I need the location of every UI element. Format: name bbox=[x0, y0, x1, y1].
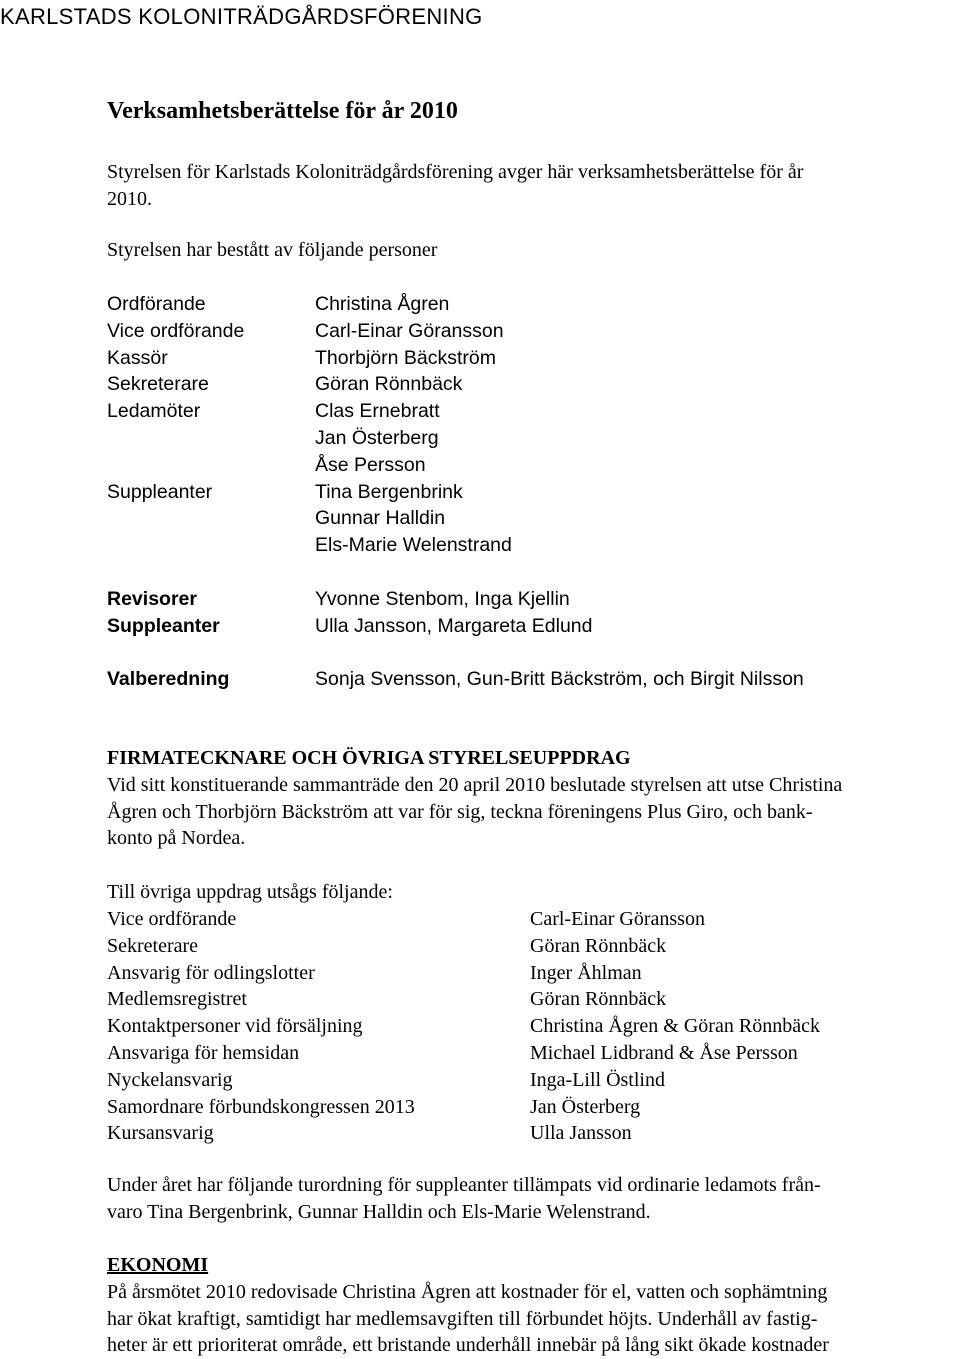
board-names-column bbox=[315, 291, 955, 693]
document-title: Verksamhetsberättelse för år 2010 bbox=[107, 98, 458, 124]
assignment-person: Jan Österberg bbox=[530, 1095, 641, 1118]
signatories-line: Ågren och Thorbjörn Bäckström att var för sig, teckna föreningens Plus Giro, och bank- bbox=[107, 800, 813, 823]
board-member-name: Åse Persson bbox=[315, 453, 426, 476]
intro-line: Styrelsen för Karlstads Koloniträdgårdsförening avger här verksamhetsberättelse för år bbox=[107, 161, 804, 183]
assignment-person: Inger Åhlman bbox=[530, 961, 642, 984]
assignment-task: Samordnare förbundskongressen 2013 bbox=[107, 1095, 415, 1118]
role-members: Ledamöter bbox=[107, 400, 201, 423]
board-member-name: Gunnar Halldin bbox=[315, 507, 446, 530]
rotation-line: varo Tina Bergenbrink, Gunnar Halldin och Els-Marie Welenstrand. bbox=[107, 1200, 651, 1223]
board-member-name: Christina Ågren bbox=[315, 293, 450, 315]
role-deputies: Suppleanter bbox=[107, 480, 213, 503]
assignment-task: Ansvarig för odlingslotter bbox=[107, 961, 315, 984]
intro-line: 2010. bbox=[107, 187, 152, 210]
assignment-person: Christina Ågren & Göran Rönnbäck bbox=[530, 1015, 820, 1038]
assignment-task: Sekreterare bbox=[107, 934, 199, 957]
board-heading: Styrelsen har bestått av följande personer bbox=[107, 239, 438, 261]
role-treasurer: Kassör bbox=[107, 346, 168, 369]
auditor-names: Yvonne Stenbom, Inga Kjellin bbox=[315, 587, 570, 610]
assignment-person: Inga-Lill Östlind bbox=[530, 1068, 665, 1091]
signatories-line: Vid sitt konstituerande sammanträde den 20 april 2010 beslutade styrelsen att utse Christina bbox=[107, 773, 843, 796]
assignment-people-column bbox=[530, 906, 950, 1147]
economy-section bbox=[107, 1252, 947, 1359]
signatories-section bbox=[107, 745, 957, 852]
board-member-name: Thorbjörn Bäckström bbox=[315, 346, 496, 369]
assignment-task: Kontaktpersoner vid försäljning bbox=[107, 1015, 363, 1038]
assignment-person: Ulla Jansson bbox=[530, 1122, 632, 1145]
role-nomination-committee: Valberedning bbox=[107, 668, 230, 691]
board-member-name: Els-Marie Welenstrand bbox=[315, 534, 512, 557]
role-vice-chair: Vice ordförande bbox=[107, 319, 245, 342]
economy-heading: EKONOMI bbox=[107, 1254, 209, 1276]
role-secretary: Sekreterare bbox=[107, 373, 209, 396]
role-auditors: Revisorer bbox=[107, 587, 197, 610]
auditor-deputy-names: Ulla Jansson, Margareta Edlund bbox=[315, 614, 593, 637]
signatories-line: konto på Nordea. bbox=[107, 827, 246, 850]
signatories-heading: FIRMATECKNARE OCH ÖVRIGA STYRELSEUPPDRAG bbox=[107, 747, 631, 769]
assignment-task: Medlemsregistret bbox=[107, 988, 247, 1011]
rotation-line: Under året har följande turordning för suppleanter tillämpats vid ordinarie ledamots från- bbox=[107, 1174, 821, 1196]
economy-line: På årsmötet 2010 redovisade Christina Ågren att kostnader för el, vatten och sophämtning bbox=[107, 1280, 828, 1303]
intro-paragraph bbox=[107, 159, 937, 212]
board-member-name: Clas Ernebratt bbox=[315, 400, 440, 423]
assignment-task: Ansvariga för hemsidan bbox=[107, 1041, 300, 1064]
deputy-rotation-paragraph bbox=[107, 1172, 937, 1226]
role-chair: Ordförande bbox=[107, 293, 206, 315]
nomination-committee-names: Sonja Svensson, Gun-Britt Bäckström, och Birgit Nilsson bbox=[315, 668, 804, 691]
role-auditor-deputies: Suppleanter bbox=[107, 614, 220, 637]
board-member-name: Göran Rönnbäck bbox=[315, 373, 463, 396]
assignment-task: Kursansvarig bbox=[107, 1122, 214, 1145]
assignment-person: Göran Rönnbäck bbox=[530, 934, 667, 957]
board-member-name: Jan Österberg bbox=[315, 426, 439, 449]
economy-line: heter är ett prioriterat område, ett bristande underhåll innebär på lång sikt ökade kostnader bbox=[107, 1334, 829, 1357]
assignment-tasks-column bbox=[107, 906, 517, 1147]
board-member-name: Carl-Einar Göransson bbox=[315, 319, 504, 342]
assignment-task: Nyckelansvarig bbox=[107, 1068, 233, 1091]
assignment-person: Carl-Einar Göransson bbox=[530, 908, 705, 930]
assignments-intro: Till övriga uppdrag utsågs följande: bbox=[107, 881, 393, 903]
assignment-task: Vice ordförande bbox=[107, 908, 237, 930]
organization-header: KARLSTADS KOLONITRÄDGÅRDSFÖRENING bbox=[0, 4, 483, 29]
assignment-person: Michael Lidbrand & Åse Persson bbox=[530, 1041, 798, 1064]
board-roles-column bbox=[107, 291, 307, 693]
assignment-person: Göran Rönnbäck bbox=[530, 988, 667, 1011]
board-member-name: Tina Bergenbrink bbox=[315, 480, 463, 503]
economy-line: har ökat kraftigt, samtidigt har medlemsavgiften till förbundet höjts. Underhåll av fastig- bbox=[107, 1307, 818, 1330]
